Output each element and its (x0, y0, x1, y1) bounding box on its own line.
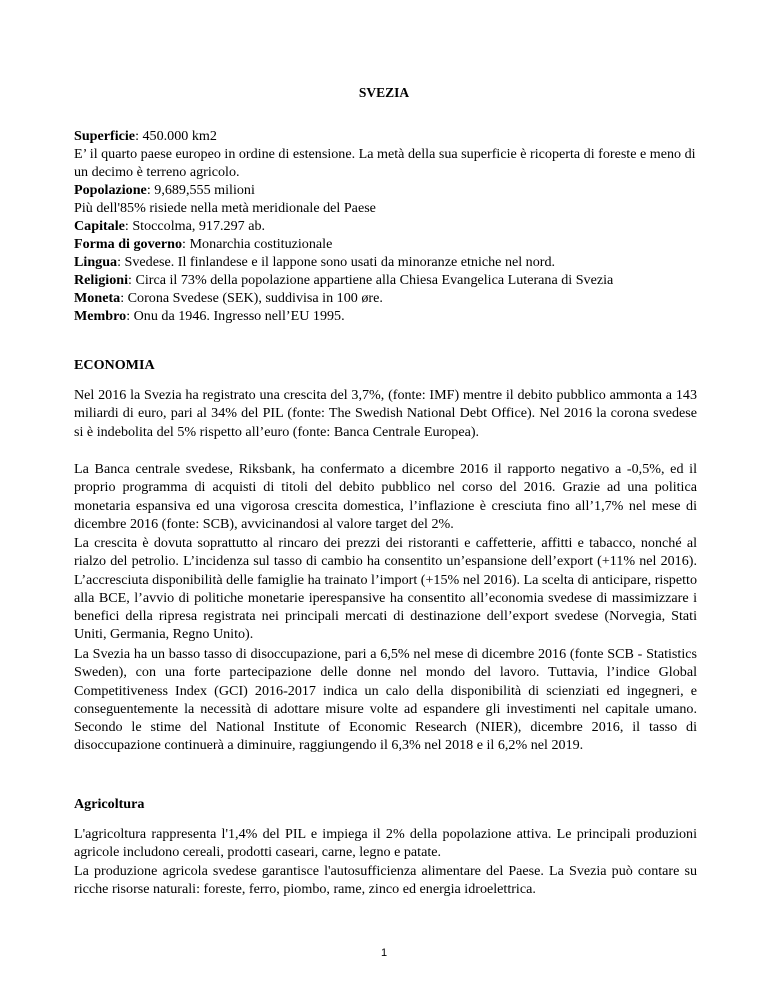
fact-value: : Circa il 73% della popolazione appartiene alla Chiesa Evangelica Luterana di Svezia (128, 272, 614, 288)
paragraph-economia-3: La crescita è dovuta soprattutto al rincaro dei prezzi dei ristoranti e caffetterie, affitti e tabacco, nonché al rialzo del petrolio. L’incidenza sul tasso di cambio ha consentito un’espansione dell’export (+11% nel 2016). L’accresciuta disponibilità delle famiglie ha trainato l’import (+15% nel 2016). La scelta di anticipare, rispetto alla BCE, l’avvio di politiche monetarie iperespansive ha consentito all’economia svedese di massimizzare i benefici della ripresa registrata nei principali mercati di destinazione dell’export svedese (Norvegia, Stati Uniti, Germania, Regno Unito). (74, 535, 697, 643)
paragraph-agricoltura-2: La produzione agricola svedese garantisce l'autosufficienza alimentare del Paese. La Svezia può contare su ricche risorse naturali: foreste, ferro, piombo, rame, zinco ed energia idroelettrica. (74, 863, 697, 898)
fact-moneta (74, 289, 704, 307)
fact-label: Religioni (74, 272, 129, 288)
fact-label: Popolazione (74, 182, 147, 198)
fact-label: Capitale (74, 218, 125, 234)
fact-value: : 450.000 km2 (135, 128, 217, 144)
fact-religioni (74, 271, 704, 289)
section-heading-agricoltura: Agricoltura (74, 796, 145, 812)
fact-value: : Monarchia costituzionale (182, 236, 333, 252)
fact-value: : Svedese. Il finlandese e il lappone sono usati da minoranze etniche nel nord. (117, 254, 556, 270)
section-heading-economia: ECONOMIA (74, 357, 155, 373)
fact-value: : 9,689,555 milioni (146, 182, 255, 198)
fact-lingua (74, 253, 704, 271)
fact-value: : Corona Svedese (SEK), suddivisa in 100 øre. (120, 290, 383, 306)
fact-value: : Stoccolma, 917.297 ab. (124, 218, 266, 234)
fact-note: E’ il quarto paese europeo in ordine di estensione. La metà della sua superficie è ricoperta di foreste e meno di un decimo è terreno agricolo. (74, 146, 696, 180)
fact-label: Lingua (74, 254, 118, 270)
paragraph-economia-1: Nel 2016 la Svezia ha registrato una crescita del 3,7%, (fonte: IMF) mentre il debito pubblico ammonta a 143 miliardi di euro, pari al 34% del PIL (fonte: The Swedish National Debt Office). Nel 2016 la corona svedese si è indebolita del 5% rispetto all’euro (fonte: Banca Centrale Europea). (74, 387, 697, 440)
fact-popolazione (74, 181, 704, 199)
fact-capitale (74, 217, 704, 235)
fact-governo (74, 235, 704, 253)
fact-label: Superficie (74, 128, 136, 144)
fact-label: Membro (74, 308, 127, 324)
country-facts (74, 127, 704, 325)
paragraph-economia-4: La Svezia ha un basso tasso di disoccupazione, pari a 6,5% nel mese di dicembre 2016 (fonte SCB - Statistics Sweden), con una forte partecipazione delle donne nel mondo del lavoro. Tuttavia, l’indice Global Competitiveness Index (GCI) 2016-2017 indica un calo della disponibilità di scienziati ed ingegneri, e conseguentemente la necessità di adottare misure volte ad espandere gli investimenti nel capitale umano. Secondo le stime del National Institute of Economic Research (NIER), dicembre 2016, il tasso di disoccupazione continuerà a diminuire, raggiungendo il 6,3% nel 2018 e il 6,2% nel 2019. (74, 646, 697, 754)
fact-value: : Onu da 1946. Ingresso nell’EU 1995. (126, 308, 345, 324)
page-number: 1 (380, 947, 388, 959)
fact-membro (74, 307, 704, 325)
fact-superficie (74, 127, 704, 145)
paragraph-agricoltura-1: L'agricoltura rappresenta l'1,4% del PIL e impiega il 2% della popolazione attiva. Le principali produzioni agricole includono cereali, prodotti caseari, carne, legno e patate. (74, 826, 697, 861)
paragraph-economia-2: La Banca centrale svedese, Riksbank, ha confermato a dicembre 2016 il rapporto negativo a -0,5%, ed il proprio programma di acquisti di titoli del debito pubblico nel corso del 2016. Grazie ad una politica monetaria espansiva ed una vigorosa crescita domestica, l’inflazione è cresciuta fino all’1,7% nel mese di dicembre 2016 (fonte: SCB), avvicinandosi al valore target del 2%. (74, 461, 697, 532)
fact-label: Moneta (74, 290, 121, 306)
fact-label: Forma di governo (74, 236, 183, 252)
fact-note: Più dell'85% risiede nella metà meridionale del Paese (74, 200, 376, 216)
document-title: SVEZIA (358, 85, 410, 100)
